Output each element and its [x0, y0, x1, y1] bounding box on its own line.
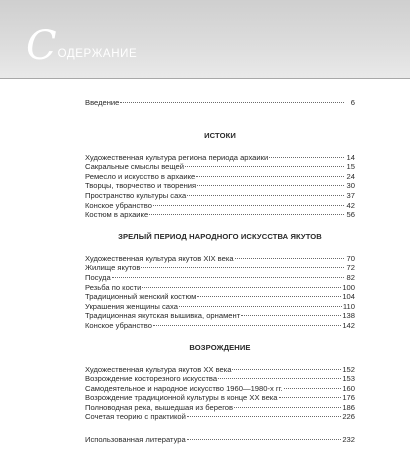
toc-entry-title: Художественная культура региона периода архаики	[85, 152, 269, 162]
toc-entry-page: 104	[342, 292, 355, 302]
toc-entry[interactable]	[85, 254, 355, 264]
dot-leader	[232, 369, 341, 370]
dot-leader	[112, 277, 344, 278]
toc-entry-page: 186	[342, 402, 355, 412]
page-title	[26, 23, 138, 69]
toc-entry-page: 82	[346, 272, 355, 282]
toc-entry-title: Ремесло и искусство в архаике	[85, 171, 196, 181]
toc-entry-intro[interactable]	[85, 98, 355, 108]
toc-entry-page: 142	[342, 320, 355, 330]
toc-entry-title: Творцы, творчество и творения	[85, 181, 197, 191]
dot-leader	[284, 388, 342, 389]
toc-entry-page: 14	[346, 152, 355, 162]
dot-leader	[120, 102, 344, 103]
toc-entry-page: 24	[346, 171, 355, 181]
toc-entry[interactable]	[85, 393, 355, 403]
dot-leader	[197, 296, 341, 297]
dot-leader	[179, 306, 342, 307]
dot-leader	[187, 439, 342, 440]
header-divider	[0, 78, 410, 79]
dot-leader	[153, 205, 344, 206]
dot-leader	[197, 185, 344, 186]
section-heading-revival: ВОЗРОЖДЕНИЕ	[189, 342, 251, 352]
toc-entry-title: Возрождение косторезного искусства	[85, 374, 218, 384]
toc-entry-page: 42	[346, 200, 355, 210]
toc-entry-page: 15	[346, 162, 355, 172]
toc-entry-title: Жилище якутов	[85, 263, 141, 273]
dot-leader	[153, 325, 341, 326]
dot-leader	[185, 166, 344, 167]
dot-leader	[187, 195, 344, 196]
toc-entry-title: Полноводная река, вышедшая из берегов	[85, 402, 234, 412]
toc-entry-title: Традиционный женский костюм	[85, 292, 197, 302]
toc-entry[interactable]	[85, 273, 355, 283]
toc-entry-title: Резьба по кости	[85, 282, 142, 292]
toc-entry-title: Пространство культуры саха	[85, 190, 187, 200]
toc-entry[interactable]	[85, 181, 355, 191]
dot-leader	[141, 267, 344, 268]
toc-entry[interactable]	[85, 201, 355, 211]
toc-entry[interactable]	[85, 153, 355, 163]
toc-entry-title: Традиционная якутская вышивка, орнамент	[85, 311, 241, 321]
toc-entry-title: Художественная культура якутов XX века	[85, 364, 232, 374]
page-title-rest: ОДЕРЖАНИЕ	[57, 48, 138, 60]
toc-entry-title: Использованная литература	[85, 435, 186, 445]
toc-entry[interactable]	[85, 403, 355, 413]
toc-entry-page: 110	[342, 301, 355, 311]
dot-leader	[235, 258, 344, 259]
toc-entry[interactable]	[85, 321, 355, 331]
toc-entry-literature[interactable]	[85, 435, 355, 445]
toc-entry-page: 138	[342, 311, 355, 321]
toc-entry-page: 30	[346, 181, 355, 191]
dot-leader	[269, 157, 344, 158]
dot-leader	[196, 176, 344, 177]
dot-leader	[142, 287, 341, 288]
toc-entry-title: Украшения женщины саха	[85, 301, 178, 311]
toc-entry-page: 37	[346, 190, 355, 200]
dot-leader	[241, 315, 341, 316]
toc-entry-title: Посуда	[85, 272, 111, 282]
toc-entry[interactable]	[85, 412, 355, 422]
toc-entry-title: Возрождение традиционной культуры в конце XX века	[85, 393, 278, 403]
toc-entry-page: 226	[342, 412, 355, 422]
toc-entry-title: Введение	[85, 98, 120, 107]
toc-entry[interactable]	[85, 191, 355, 201]
toc-entry-page: 72	[346, 263, 355, 273]
toc-entry[interactable]	[85, 172, 355, 182]
toc-entry-page: 232	[342, 435, 355, 445]
toc-entry[interactable]	[85, 311, 355, 321]
page-title-initial: С	[26, 23, 57, 69]
toc-entry[interactable]	[85, 302, 355, 312]
dot-leader	[187, 416, 341, 417]
toc-entry-title: Художественная культура якутов XIX века	[85, 253, 234, 263]
toc-entry-title: Самодеятельное и народное искусство 1960—1980-х гг.	[85, 383, 283, 393]
toc-entry-page: 70	[346, 253, 355, 263]
dot-leader	[149, 214, 344, 215]
toc-entry[interactable]	[85, 210, 355, 220]
toc-entry[interactable]	[85, 365, 355, 375]
toc-entry-page: 56	[346, 210, 355, 220]
toc-entry[interactable]	[85, 283, 355, 293]
toc-entry-page: 176	[342, 393, 355, 403]
toc-entry-page: 160	[342, 383, 355, 393]
toc-entry-page: 6	[350, 98, 355, 107]
toc-entry[interactable]	[85, 263, 355, 273]
toc-entry-page: 100	[342, 282, 355, 292]
toc-entry[interactable]	[85, 374, 355, 384]
section-heading-istoki: ИСТОКИ	[204, 130, 236, 140]
table-of-contents	[85, 98, 355, 445]
toc-entry[interactable]	[85, 162, 355, 172]
dot-leader	[279, 397, 342, 398]
toc-entry-title: Конское убранство	[85, 200, 152, 210]
toc-entry-page: 153	[342, 374, 355, 384]
toc-entry[interactable]	[85, 292, 355, 302]
dot-leader	[218, 378, 341, 379]
toc-entry[interactable]	[85, 384, 355, 394]
toc-entry-title: Конское убранство	[85, 320, 152, 330]
toc-entry-title: Сочетая теорию с практикой	[85, 412, 186, 422]
toc-entry-title: Сакральные смыслы вещей	[85, 162, 185, 172]
toc-entry-title: Костюм в архаике	[85, 210, 149, 220]
section-heading-mature-period: ЗРЕЛЫЙ ПЕРИОД НАРОДНОГО ИСКУССТВА ЯКУТОВ	[118, 231, 322, 241]
dot-leader	[234, 407, 341, 408]
toc-entry-page: 152	[342, 364, 355, 374]
